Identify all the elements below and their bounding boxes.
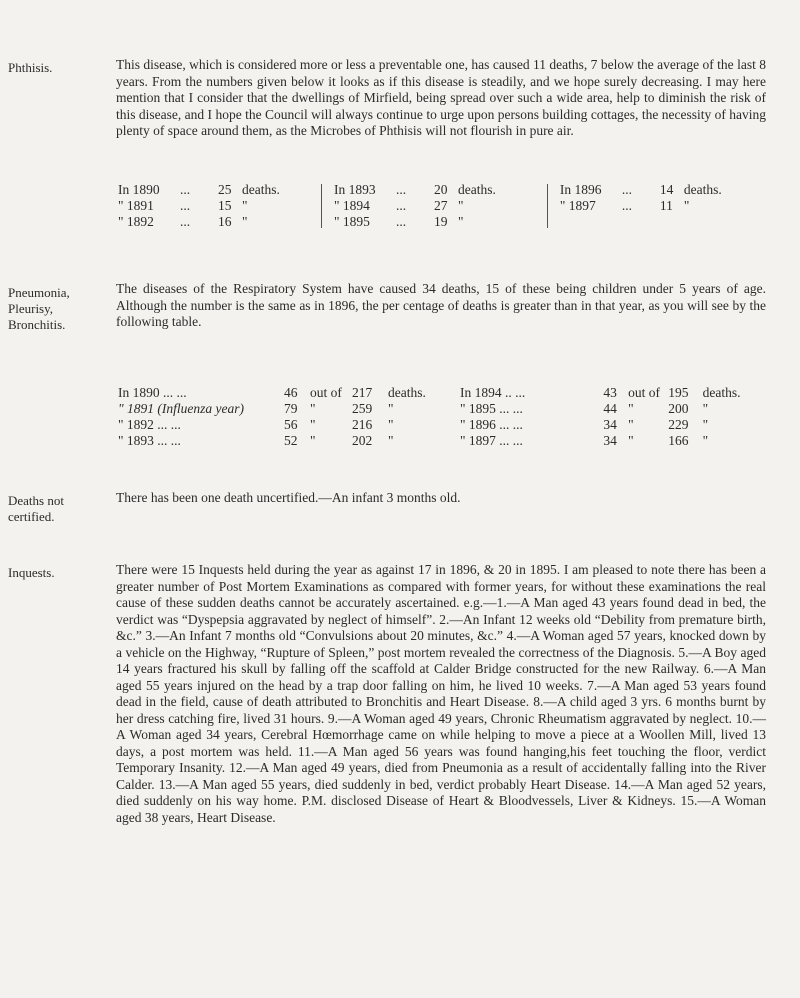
table-row: " 1892 ... ... 56 " 216 ": [118, 417, 394, 432]
table-row: " 1891 (Influenza year) 79 " 259 ": [118, 401, 394, 416]
margin-heading-line: Pneumonia,: [8, 285, 70, 300]
table-row: In 1893 ... 20 deaths.: [334, 182, 496, 197]
table-row: " 1897 ... 11 ": [559, 198, 690, 213]
table-row: In 1896 ... 14 deaths.: [559, 182, 722, 197]
phthisis-table-col-2: [322, 182, 547, 230]
phthisis-deaths-table: [118, 182, 758, 230]
table-row: " 1893 ... ... 52 " 202 ": [118, 433, 394, 448]
table-row: " 1895 ... ... 44 " 200 ": [460, 401, 709, 416]
respiratory-deaths-table: [118, 385, 758, 449]
margin-heading-uncertified: [8, 493, 108, 525]
table-row: " 1896 ... ... 34 " 229 ": [460, 417, 709, 432]
phthisis-paragraph: This disease, which is considered more or less a preventable one, has caused 11 deaths, 7 below the average of the last 8 years. From the numbers given below it looks as if this disease is steadily, and we hope surely decreasing. I may here mention that I consider that the dwellings of Mirfield, being spread over such a wide area, help to diminish the risk of this disease, and I hope the Council will always continue to urge upon persons building cottages, the necessity of having plenty of space around them, as the Microbes of Phthisis will not flourish in pure air.: [116, 57, 766, 138]
table-row: " 1894 ... 27 ": [334, 198, 464, 213]
table-row: In 1890 ... ... 46 out of 217 deaths.: [118, 385, 426, 400]
margin-heading-pneumonia: [8, 285, 108, 333]
margin-heading-phthisis: Phthisis.: [8, 60, 53, 75]
respiratory-table-col-2: [448, 385, 760, 449]
table-row: " 1895 ... 19 ": [334, 214, 464, 229]
margin-heading-line: certified.: [8, 509, 55, 524]
margin-heading-line: Bronchitis.: [8, 317, 66, 332]
margin-heading-inquests: Inquests.: [8, 565, 55, 580]
table-row: " 1897 ... ... 34 " 166 ": [460, 433, 709, 448]
margin-heading-line: Pleurisy,: [8, 301, 54, 316]
margin-heading-line: Deaths not: [8, 493, 64, 508]
table-row: " 1891 ... 15 ": [118, 198, 248, 213]
phthisis-table-col-3: [548, 182, 758, 230]
table-row: " 1892 ... 16 ": [118, 214, 248, 229]
phthisis-table-col-1: [118, 182, 321, 230]
respiratory-table-col-1: [118, 385, 448, 449]
pneumonia-paragraph: The diseases of the Respiratory System have caused 34 deaths, 15 of these being children under 5 years of age. Although the number is the same as in 1896, the per centage of deaths is greater than in that year, as you will see by the following table.: [116, 281, 766, 329]
inquests-paragraph: There were 15 Inquests held during the year as against 17 in 1896, & 20 in 1895. I am pleased to note there has been a greater number of Post Mortem Examinations as compared with former years, for without these examinations the real cause of these sudden deaths cannot be accurately ascertained. e.g.—1.—A Man aged 43 years found dead in bed, the verdict was “Dyspepsia aggravated by neglect of himself”. 2.—An Infant 12 weeks old “Debility from premature birth, &c.” 3.—An Infant 7 months old “Convulsions about 20 minutes, &c.” 4.—A Woman aged 57 years, knocked down by a vehicle on the Highway, “Rupture of Spleen,” post mortem revealed the correctness of the Diagnosis. 5.—A Boy aged 14 years fractured his skull by falling off the scaffold at Calder Bridge constructed for the new Railway. 6.—A Man aged 55 years injured on the head by a trap door falling on him, he lived 10 weeks. 7.—A Man aged 53 years found dead in the field, cause of death attributed to Bronchitis and Heart Disease. 8.—A child aged 3 yrs. 6 months burnt by her dress catching fire, lived 31 hours. 9.—A Woman aged 49 years, Chronic Rheumatism aggravated by neglect. 10.—A Woman aged 34 years, Cerebral Hœmorrhage came on while helping to move a piece at a Woollen Mill, lived 13 days, a post mortem was held. 11.—A Man aged 56 years was found hanging,his feet touching the floor, verdict Temporary Insanity. 12.—A Man aged 49 years, died from Pneumonia as a result of accidentally falling into the River Calder. 13.—A Man aged 55 years, died suddenly in bed, verdict probably Heart Disease. 14.—A Man aged 52 years, died suddenly on his way home. P.M. disclosed Disease of Heart & Bloodvessels, Liver & Kidneys. 15.—A Woman aged 38 years, Heart Disease.: [116, 562, 766, 825]
table-row: In 1890 ... 25 deaths.: [118, 182, 280, 197]
table-row: In 1894 .. ... 43 out of 195 deaths.: [460, 385, 741, 400]
uncertified-paragraph: There has been one death uncertified.—An infant 3 months old.: [116, 490, 461, 505]
